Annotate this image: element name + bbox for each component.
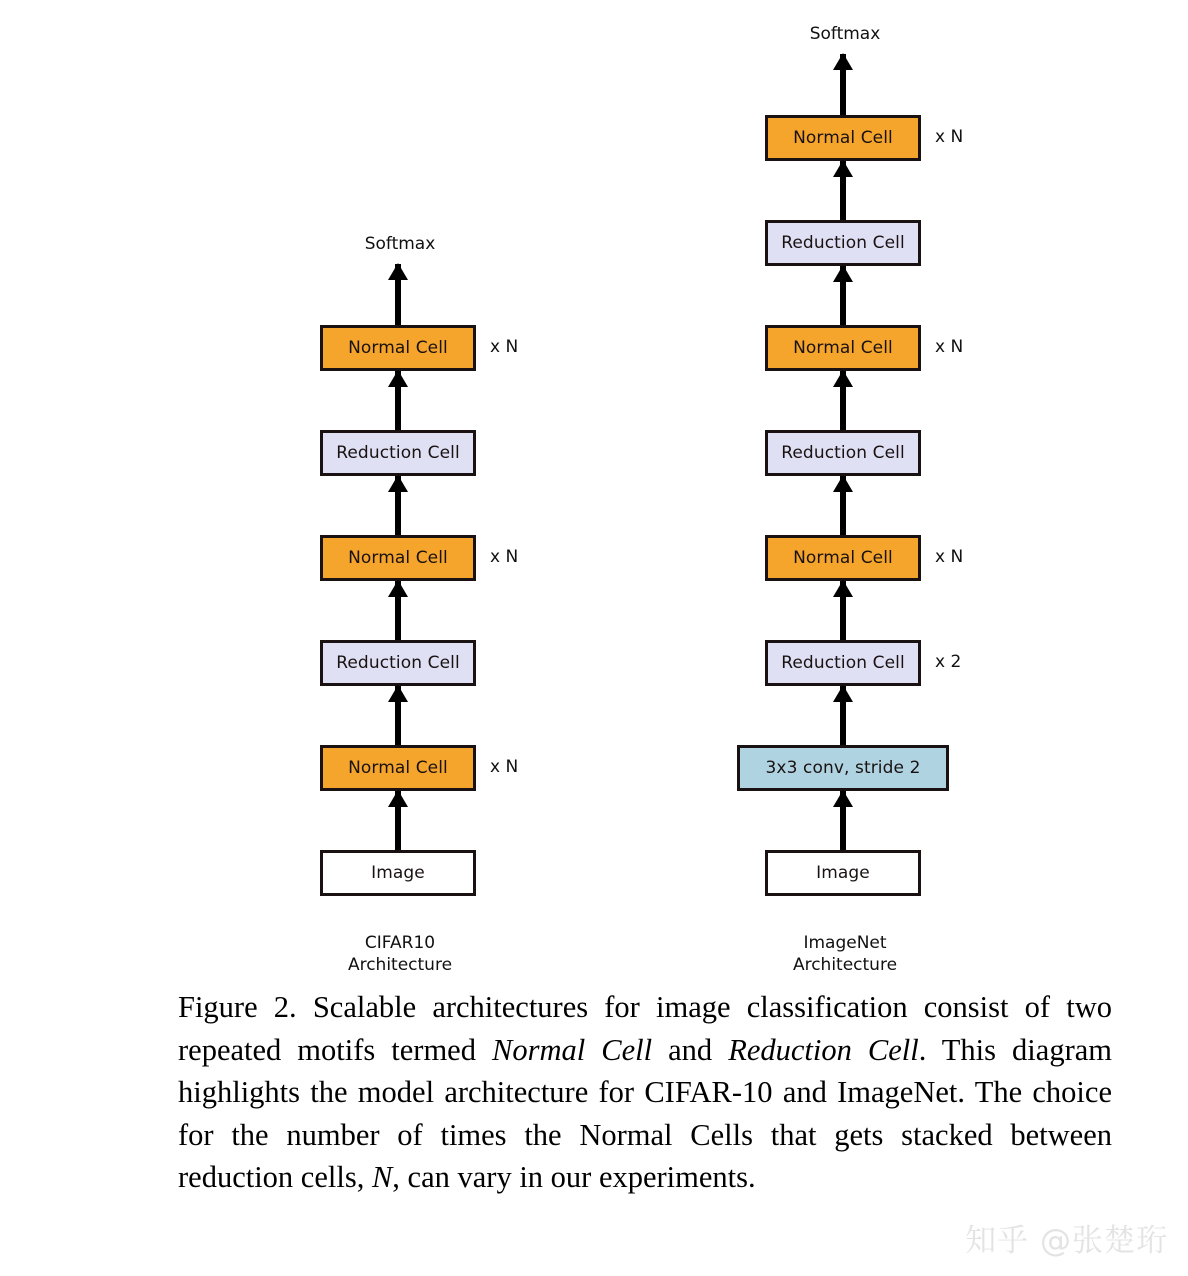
caption-italic-reduction-cell: Reduction Cell <box>728 1032 919 1067</box>
architecture-stage <box>635 850 1055 900</box>
caption-suffix: , can vary in our experiments. <box>392 1160 756 1194</box>
flow-arrow <box>840 791 846 850</box>
cell-box-label: Image <box>371 863 425 883</box>
architecture-stage <box>635 640 1055 690</box>
architecture-label-line2: Architecture <box>347 955 453 975</box>
cell-box-label: Reduction Cell <box>781 443 905 463</box>
flow-arrow <box>395 581 401 640</box>
architecture-label-line1: CIFAR10 <box>364 933 436 953</box>
flow-arrow <box>840 686 846 745</box>
architecture-column-cifar10 <box>190 0 610 985</box>
cell-box-reduction <box>765 220 921 266</box>
flow-arrow <box>395 791 401 850</box>
flow-arrow-softmax <box>840 54 846 115</box>
flow-arrow <box>395 476 401 535</box>
cell-box-reduction <box>320 640 476 686</box>
cell-box-image <box>320 850 476 896</box>
caption-italic-n: N <box>371 1160 393 1194</box>
architecture-stage <box>190 430 610 480</box>
architecture-stage <box>190 325 610 375</box>
architecture-stage <box>635 535 1055 585</box>
architecture-stage <box>635 115 1055 165</box>
flow-arrow-softmax <box>395 264 401 325</box>
cell-box-normal <box>320 535 476 581</box>
flow-arrow <box>395 371 401 430</box>
architecture-label-line2: Architecture <box>792 955 898 975</box>
caption-italic-normal-cell: Normal Cell <box>492 1032 653 1067</box>
cell-box-label: Reduction Cell <box>336 653 460 673</box>
caption-middle-text: . This diagram highlights the model architecture for CIFAR-10 and ImageNet. The choice for the number of times the Normal Cells that gets stacked between reduction cells, <box>178 1032 1112 1194</box>
watermark: 知乎 @张楚珩 <box>965 1223 1168 1259</box>
figure-caption <box>178 986 1112 1199</box>
cell-box-label: Reduction Cell <box>336 443 460 463</box>
cell-box-normal <box>320 745 476 791</box>
architecture-label-cifar10 <box>190 932 610 976</box>
architecture-stage <box>635 220 1055 270</box>
softmax-label-cifar10: Softmax <box>364 234 436 254</box>
repeat-multiplier-label: x 2 <box>935 652 962 672</box>
cell-box-image <box>765 850 921 896</box>
cell-box-label: Normal Cell <box>348 338 448 358</box>
architecture-stage <box>635 745 1055 795</box>
cell-box-label: Normal Cell <box>793 338 893 358</box>
repeat-multiplier-label: x N <box>490 547 519 567</box>
softmax-label-imagenet: Softmax <box>809 24 881 44</box>
repeat-multiplier-label: x N <box>935 547 964 567</box>
repeat-multiplier-label: x N <box>935 337 964 357</box>
repeat-multiplier-label: x N <box>490 337 519 357</box>
architecture-stage <box>190 640 610 690</box>
architecture-label-line1: ImageNet <box>803 933 887 953</box>
cell-box-label: 3x3 conv, stride 2 <box>765 758 921 778</box>
cell-box-reduction <box>765 640 921 686</box>
architecture-label-imagenet <box>635 932 1055 976</box>
repeat-multiplier-label: x N <box>490 757 519 777</box>
cell-box-label: Image <box>816 863 870 883</box>
flow-arrow <box>395 686 401 745</box>
cell-box-normal <box>320 325 476 371</box>
cell-box-label: Normal Cell <box>348 548 448 568</box>
cell-box-normal <box>765 535 921 581</box>
architecture-stage <box>635 430 1055 480</box>
caption-prefix: Figure 2. Scalable architectures for image classification consist of two repeated motifs termed <box>178 990 1112 1067</box>
flow-arrow <box>840 476 846 535</box>
flow-arrow <box>840 581 846 640</box>
architecture-stage <box>190 745 610 795</box>
cell-box-label: Reduction Cell <box>781 653 905 673</box>
architecture-stage <box>190 535 610 585</box>
architecture-column-imagenet <box>635 0 1055 985</box>
cell-box-label: Normal Cell <box>793 548 893 568</box>
flow-arrow <box>840 371 846 430</box>
cell-box-normal <box>765 325 921 371</box>
architecture-stage <box>190 850 610 900</box>
cell-box-label: Normal Cell <box>348 758 448 778</box>
cell-box-label: Normal Cell <box>793 128 893 148</box>
flow-arrow <box>840 161 846 220</box>
cell-box-normal <box>765 115 921 161</box>
flow-arrow <box>840 266 846 325</box>
repeat-multiplier-label: x N <box>935 127 964 147</box>
caption-middle-and: and <box>652 1032 729 1067</box>
cell-box-conv <box>737 745 949 791</box>
cell-box-reduction <box>320 430 476 476</box>
cell-box-reduction <box>765 430 921 476</box>
cell-box-label: Reduction Cell <box>781 233 905 253</box>
architecture-stage <box>635 325 1055 375</box>
